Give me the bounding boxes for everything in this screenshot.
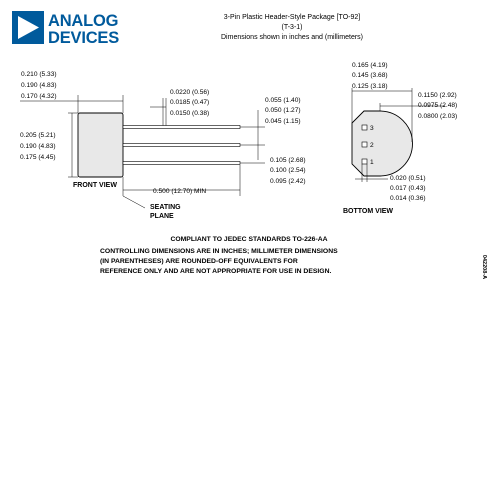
dim-overall-min: 0.125 (3.18) xyxy=(352,83,388,90)
pin-1-pad xyxy=(362,159,367,164)
notes-line-1: CONTROLLING DIMENSIONS ARE IN INCHES; MILLIMETER DIMENSIONS xyxy=(100,248,338,255)
pin-3-label: 3 xyxy=(370,125,374,132)
dim-lead-pitch-max: 0.105 (2.68) xyxy=(270,157,306,164)
pin-3-pad xyxy=(362,125,367,130)
jedec-note: COMPLIANT TO JEDEC STANDARDS TO-226-AA xyxy=(170,236,328,243)
lead-bottom xyxy=(123,162,240,165)
lead-top xyxy=(123,126,240,129)
dim-lead-width-min: 0.0150 (0.38) xyxy=(170,110,210,117)
dim-overall-nom: 0.145 (3.68) xyxy=(352,72,388,79)
package-body xyxy=(78,113,123,177)
dim-body-width-nom: 0.190 (4.83) xyxy=(20,143,56,150)
dim-body-height-max: 0.210 (5.33) xyxy=(21,71,57,78)
bottom-view-label: BOTTOM VIEW xyxy=(343,208,394,215)
logo-text-analog: ANALOG xyxy=(48,12,119,30)
dim-lead-spacing-nom: 0.050 (1.27) xyxy=(265,107,301,114)
pin-2-pad xyxy=(362,142,367,147)
seating-plane-label-2: PLANE xyxy=(150,213,174,220)
drawing-code: 042208-A xyxy=(481,254,487,280)
front-view-label: FRONT VIEW xyxy=(73,182,117,189)
dim-body-height-min: 0.170 (4.32) xyxy=(21,93,57,100)
notes-line-3: REFERENCE ONLY AND ARE NOT APPROPRIATE FOR USE IN DESIGN. xyxy=(100,268,332,275)
seating-plane-label-1: SEATING xyxy=(150,204,181,211)
analog-devices-logo xyxy=(12,11,119,47)
dim-lead-thickness-min: 0.014 (0.36) xyxy=(390,195,426,202)
package-code: (T-3-1) xyxy=(281,24,303,31)
dim-flat-nom: 0.0975 (2.48) xyxy=(418,102,458,109)
dim-body-width-min: 0.175 (4.45) xyxy=(20,154,56,161)
dim-lead-length: 0.500 (12.70) MIN xyxy=(153,188,207,195)
dim-lead-spacing-min: 0.045 (1.15) xyxy=(265,118,301,125)
pin-1-label: 1 xyxy=(370,159,374,166)
dim-flat-min: 0.0800 (2.03) xyxy=(418,113,458,120)
dim-lead-pitch-nom: 0.100 (2.54) xyxy=(270,167,306,174)
bottom-view-body xyxy=(352,111,413,176)
dim-lead-pitch-min: 0.095 (2.42) xyxy=(270,178,306,185)
dim-lead-thickness-nom: 0.017 (0.43) xyxy=(390,185,426,192)
dim-body-width-max: 0.205 (5.21) xyxy=(20,132,56,139)
dim-lead-thickness-max: 0.020 (0.51) xyxy=(390,175,426,182)
dim-lead-spacing-max: 0.055 (1.40) xyxy=(265,97,301,104)
notes-line-2: (IN PARENTHESES) ARE ROUNDED-OFF EQUIVALENTS FOR xyxy=(100,258,298,265)
front-view xyxy=(20,71,306,220)
dim-body-height-nom: 0.190 (4.83) xyxy=(21,82,57,89)
dim-flat-max: 0.1150 (2.92) xyxy=(418,92,457,99)
logo-text-devices: DEVICES xyxy=(48,29,120,47)
pin-2-label: 2 xyxy=(370,142,374,149)
lead-middle xyxy=(123,144,240,147)
dim-overall-max: 0.165 (4.19) xyxy=(352,62,388,69)
package-title: 3-Pin Plastic Header-Style Package [TO-92] xyxy=(223,14,361,21)
units-note: Dimensions shown in inches and (millimeters) xyxy=(221,34,363,41)
dim-lead-width-nom: 0.0185 (0.47) xyxy=(170,99,210,106)
dim-lead-width-max: 0.0220 (0.56) xyxy=(170,89,210,96)
bottom-view xyxy=(343,62,457,215)
